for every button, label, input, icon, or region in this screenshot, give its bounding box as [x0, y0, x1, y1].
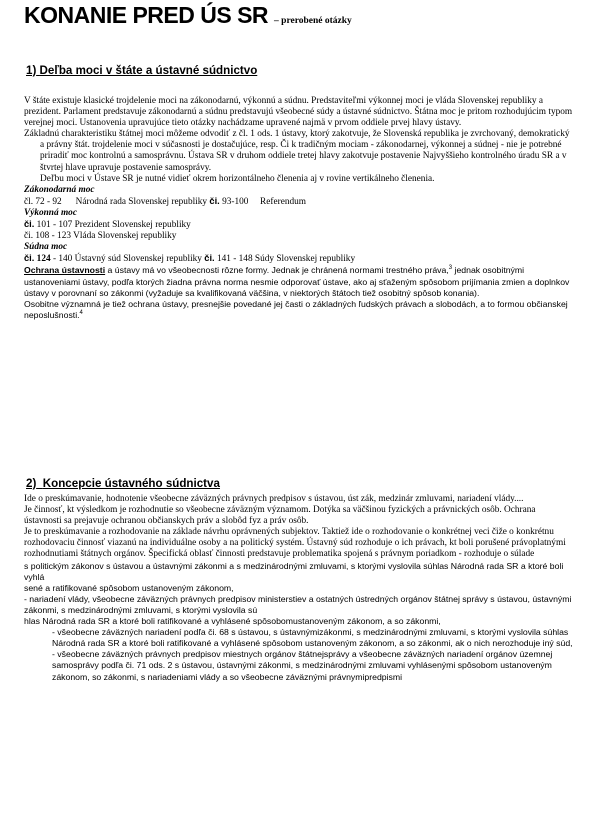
- section1-paragraph-2: Základnú charakteristiku štátnej moci môžeme odvodiť z čl. 1 ods. 1 ústavy, ktorý zakotvuje, že Slovenská republika je zvrchovaný, demokratický a právny štát. trojdelenie moci v súčasnosti je dostačujúce, resp. Či k tradičným mociam - zákonodarnej, výkonnej a súdnej - nie je potrebné priradiť moc kontrolnú a samosprávnu. Ústava SR v druhom oddiele tretej hlavy zakotvuje postavenie Najvyššieho kontrolného úradu SR a v štvrtej hlave upravuje postavenie samosprávy.: [24, 129, 570, 173]
- list-item-article-68: - všeobecne záväzných nariadení podľa či. 68 s ústavou, s ústavnýmizákonmi, s medzinárodnými zmluvami, s ktorými vyslovila súhlas Národná rada SR a ktoré boli ratifikované a vyhlásené spôsobom ustanoveným zákonom, a so zákonmi, ak o nich nerozhoduje iný súd,: [52, 627, 573, 649]
- section2-paragraph-3: Je to preskúmavanie a rozhodovanie na základe návrhu oprávnených subjektov. Taktiež ide o rozhodovanie o konkrétnej veci čiže o konkrétnu rozhodovaciu činnosť viazanú na individuálne osoby a na politický systém. Ústavný súd rozhoduje o ich právach, kt boli porušené právoplatnými rozhodnutiami štátnych orgánov. Špecifická oblasť činnosti predstavuje problematika spojená s právnym poriadkom - rozhoduje o súlade: [24, 527, 566, 560]
- section1-body: [24, 96, 574, 321]
- footnote-ref-3: 3: [448, 265, 453, 272]
- executive-articles-line-2: či. 108 - 123 Vláda Slovenskej republiky: [24, 231, 177, 242]
- section1-heading: 1) Deľba moci v štáte a ústavné súdnictvo: [26, 64, 258, 77]
- title-subtitle: – prerobené otázky: [274, 16, 352, 26]
- label-judicial-power: Súdna moc: [24, 242, 68, 253]
- executive-articles-line-1: či. 101 - 107 Prezident Slovenskej republiky: [24, 219, 191, 231]
- list-item-local-regulations: - všeobecne záväzných právnych predpisov miestnych orgánov štátnejsprávy a všeobecne záväzných nariadení orgánov územnej samosprávy podľa či. 71 ods. 2 s ústavou, ústavnými zákonmi, s medzinárodnými zmluvami vyhlásenými spôsobom ustanoveným zákonom, so zákonmi, s nariadeniami vlády a so všeobecne záväznými právnymipredpismi: [52, 649, 553, 682]
- section2-heading: 2) Koncepcie ústavného súdnictva: [26, 477, 220, 490]
- section2-paragraph-5: sené a ratifikované spôsobom ustanoveným zákonom,: [24, 582, 234, 593]
- document-title: [24, 2, 352, 29]
- section2-paragraph-1: Ide o preskúmavanie, hodnotenie všeobecne záväzných právnych predpisov s ústavou, úst zák, medzinár zmluvami, nariadení vlády....: [24, 494, 524, 504]
- footnote-ref-4: 4: [79, 309, 83, 316]
- label-legislative-power: Zákonodarná moc: [24, 184, 95, 195]
- civil-disobedience-paragraph: Osobitne významná je tiež ochrana ústavy, presnejšie povedané jej časti o základných ľudských právach a slobodách, a to formou občianskej neposlušnosti.$^4$: [24, 298, 568, 320]
- judicial-articles-line: či. 124 - 140 Ústavný súd Slovenskej republiky či. 141 - 148 Súdy Slovenskej republiky: [24, 253, 356, 265]
- legislative-articles-line: čl. 72 - 92 Národná rada Slovenskej republiky či. 93-100 Referendum: [24, 195, 306, 207]
- section1-paragraph-1: V štáte existuje klasické trojdelenie moci na zákonodarnú, výkonnú a súdnu. Predstaviteľmi výkonnej moci je vláda Slovenskej republiky a prezident. Parlament predstavuje zákonodarnú a súdnu predstavujú všeobecné súdy a ústavné súdnictvo. Štátna moc je pritom rozhodujúcim typom verejnej moci. Ustanovenia upravujúce tieto otázky nachádzame upravené najmä v prvom oddiele prvej hlavy ústavy.: [24, 96, 573, 129]
- section2-paragraph-2: Je činnosť, kt výsledkom je rozhodnutie so všeobecne záväzným významom. Dotýka sa väčšinou fyzických a právnických osôb. Ochrana ústavnosti sa prejavuje ochranou občianskych práv a slobôd fyz a práv osôb.: [24, 505, 536, 527]
- constitution-protection-paragraph: Ochrana ústavnosti a ústavy má vo všeobecnosti rôzne formy. Jednak je chránená normami trestného práva,$^3$ jednak osobitnými ustanoveniami ústavy, podľa ktorých žiadna právna norma nesmie odporovať ústave, ako aj sťaženým spôsobom prijímania zmien a doplnkov ústavy v porovnaní so zákonmi (vyžaduje sa kvalifikovaná väčšina, v niektorých štátoch tiež osobitný spôsob konania).: [24, 265, 570, 298]
- section1-paragraph-3: Deľbu moci v Ústave SR je nutné vidieť okrem horizontálneho členenia aj v rovine vertikálneho členenia.: [40, 173, 435, 184]
- list-item-government-regulations: - nariadení vlády, všeobecne záväzných právnych predpisov ministerstiev a ostatných ústredných orgánov štátnej správy s ústavou, ústavnými zákonmi, s medzinárodnými zmluvami, s ktorými vyslovila sú: [24, 593, 572, 615]
- section2-paragraph-4: s politickým zákonov s ústavou a ústavnými zákonmi a s medzinárodnými zmluvami, s ktorými vyslovila súhlas Národná rada SR a ktoré boli vyhlá: [24, 560, 564, 582]
- section2-body: [24, 494, 574, 683]
- list-item-government-regulations-cont: hlas Národná rada SR a ktoré boli ratifikované a vyhlásené spôsobomustanoveným zákonom, a so zákonmi,: [24, 616, 441, 627]
- label-executive-power: Výkonná moc: [24, 207, 77, 218]
- title-main: KONANIE PRED ÚS SR: [24, 2, 269, 28]
